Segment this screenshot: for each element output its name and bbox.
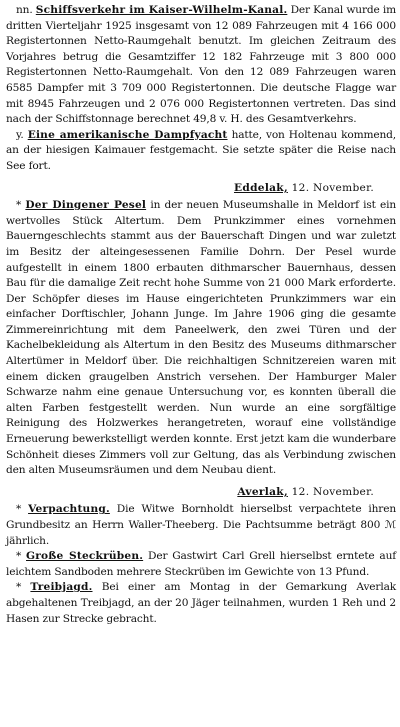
article-body: in der neuen Museumshalle in Meldorf ist ein wertvolles Stück Altertum. Dem Prunkzimmer eines vornehmen Bauerngeschlechts stammt aus der Bauerschaft Dingen und war zuletzt im Besitz der alteingesessenen Familie Dohrn. Der Pesel wurde aufgestellt in einem 1800 erbauten dithmarscher Bauernhaus, dessen Bau für die damalige Zeit recht hohe Summe von 21 000 Mark erforderte. Der Schöpfer dieses im Hause eingerichteten Prunkzimmers war ein einfacher Dorftischler, Johann Junge. Im Jahre 1906 ging die gesamte Zimmereinrichtung mit dem Paneelwerk, den zwei Türen und der Kachelbekleidung als Altertum in den Besitz des Museums dithmarscher Altertümer in Meldorf über. Die reichhaltigen Schnitzereien waren mit einem dicken graugelben Anstrich versehen. Der Hamburger Maler Schwarze nahm eine genaue Untersuchung vor, es konnten überall die alten Farben festgestellt werden. Nun wurde an eine sorgfältige Reinigung des Holzwerkes herangetreten, worauf eine vollständige Erneuerung bewerkstelligt werden konnte. Erst jetzt kam die wunderbare Schönheit dieses Zimmers voll zur Geltung, das als Verbindung zwischen den alten Museumsräumen und dem Neubau dient. — [6, 199, 397, 477]
article-treibjagd — [6, 580, 396, 627]
article-verpachtung — [6, 502, 396, 549]
article-heading: Große Steckrüben. — [26, 550, 144, 563]
article-heading: Eine amerikanische Dampfyacht — [27, 128, 228, 141]
article-heading: Verpachtung. — [28, 503, 110, 516]
article-body: Bei einer am Montag in der Gemarkung Averlak abgehaltenen Treibjagd, an der 20 Jäger teilnahmen, wurden 1 Reh und 2 Hasen zur Strecke gebracht. — [6, 581, 397, 625]
article-body: hatte, von Holtenau kommend, an der hiesigen Kaimauer festgemacht. Sie setzte später die Reise nach See fort. — [6, 128, 396, 172]
dateline-eddelak — [6, 181, 396, 197]
dateline-date: 12. November. — [291, 485, 374, 498]
dateline-averlak — [6, 485, 396, 501]
article-marker: y. — [16, 128, 24, 141]
article-dampfyacht — [6, 128, 396, 175]
article-marker: * — [16, 550, 22, 563]
article-heading: Treibjagd. — [30, 581, 93, 594]
article-steckrueben — [6, 549, 396, 580]
dateline-place: Eddelak, — [233, 181, 288, 194]
dateline-date: 12. November. — [291, 181, 374, 194]
dateline-place: Averlak, — [237, 485, 288, 498]
article-dingener-pesel — [6, 198, 396, 479]
article-marker: * — [16, 581, 22, 594]
article-heading: Schiffsverkehr im Kaiser-Wilhelm-Kanal. — [35, 4, 288, 16]
article-body: Die Witwe Bornholdt hierselbst verpachtete ihren Grundbesitz an Herrn Waller-Theeberg. Die Pachtsumme beträgt 800 ℳ jährlich. — [6, 503, 397, 547]
article-marker: nn. — [16, 4, 33, 16]
article-marker: * — [16, 503, 22, 516]
article-heading: Der Dingener Pesel — [25, 199, 147, 212]
article-schiffsverkehr — [6, 3, 396, 128]
article-marker: * — [16, 199, 22, 212]
article-body: Der Gastwirt Carl Grell hierselbst erntete auf leichtem Sandboden mehrere Steckrüben im Gewichte von 13 Pfund. — [6, 550, 397, 578]
article-body: Der Kanal wurde im dritten Vierteljahr 1925 insgesamt von 12 089 Fahrzeugen mit 4 166 000 Registertonnen Netto-Raumgehalt benutzt. Im gleichen Zeitraum des Vorjahres betrug die Gesamtziffer 12 182 Fahrzeuge mit 3 800 000 Registertonnen Netto-Raumgehalt. Von den 12 089 Fahrzeugen waren 6585 Dampfer mit 3 709 000 Registertonnen. Die deutsche Flagge war mit 8945 Fahrzeugen und 2 076 000 Registertonnen vertreten. Das sind nach der Schiffstonnage berechnet 49,8 v. H. des Gesamtverkehrs. — [6, 4, 396, 126]
